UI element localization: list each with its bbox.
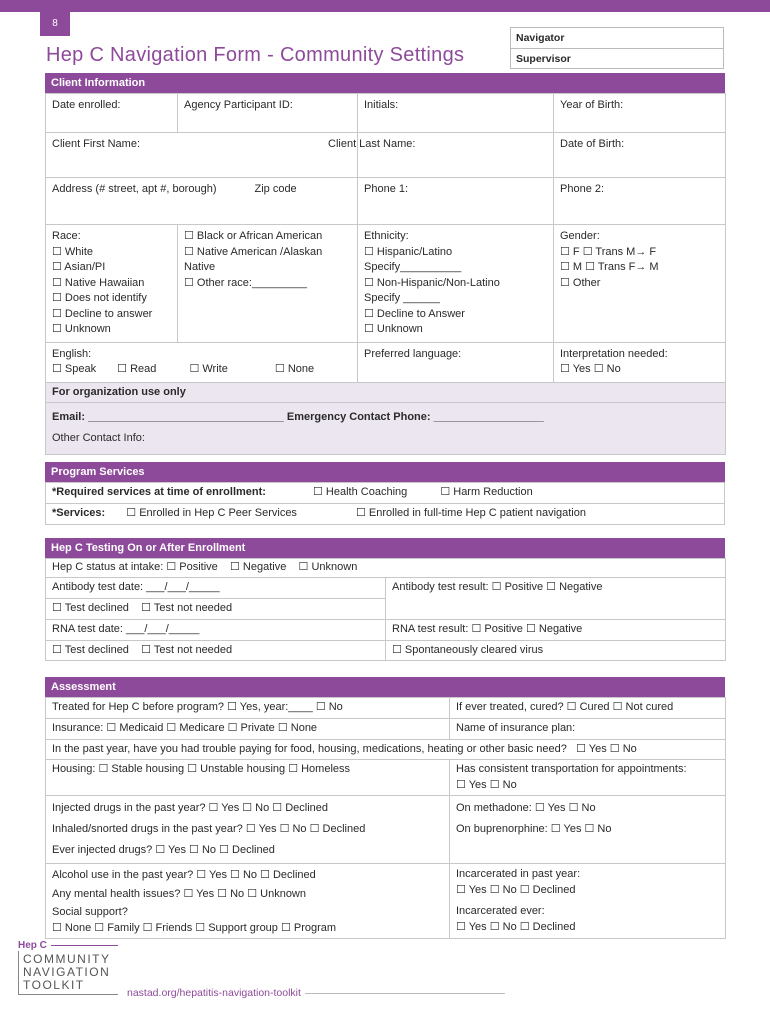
- last-name-label: Client Last Name:: [328, 138, 416, 150]
- page-number: 8: [40, 0, 70, 36]
- incarcerated-ever-options[interactable]: ☐ Yes ☐ No ☐ Declined: [456, 921, 576, 933]
- agency-id-field[interactable]: Agency Participant ID:: [178, 94, 358, 133]
- logo-line-2: NAVIGATION: [23, 965, 111, 979]
- race-other[interactable]: ☐ Other race:_________: [184, 276, 307, 289]
- cured-row[interactable]: If ever treated, cured? ☐ Cured ☐ Not cured: [450, 698, 726, 719]
- supervisor-field[interactable]: Supervisor: [511, 48, 723, 68]
- navigator-box: [510, 27, 724, 69]
- required-services-label: *Required services at time of enrollment:: [52, 486, 266, 498]
- client-information-section: [45, 73, 725, 455]
- footer-url-text[interactable]: nastad.org/hepatitis-navigation-toolkit: [127, 987, 301, 999]
- peer-services-option[interactable]: ☐ Enrolled in Hep C Peer Services: [126, 507, 297, 519]
- insurance-plan-field[interactable]: Name of insurance plan:: [450, 719, 726, 740]
- last-name-field[interactable]: [328, 133, 554, 178]
- program-services-section: [45, 462, 725, 525]
- required-services-row: [46, 483, 725, 504]
- treatment-field: [450, 796, 726, 864]
- cleared-option[interactable]: ☐ Spontaneously cleared virus: [386, 640, 726, 661]
- injected-row[interactable]: Injected drugs in the past year? ☐ Yes ☐ No ☐ Declined: [52, 802, 329, 814]
- race-unknown[interactable]: ☐ Unknown: [52, 323, 111, 335]
- phone1-field[interactable]: Phone 1:: [358, 178, 554, 225]
- services-row: [46, 504, 725, 525]
- testing-section: [45, 538, 725, 661]
- transport-field[interactable]: [450, 760, 726, 796]
- english-speak[interactable]: ☐ Speak: [52, 363, 97, 375]
- drugs-field: [46, 796, 450, 864]
- footer-url[interactable]: [127, 987, 505, 999]
- race-native-american[interactable]: ☐ Native American /Alaskan Native: [184, 245, 323, 273]
- race-hawaiian[interactable]: ☐ Native Hawaiian: [52, 276, 145, 289]
- emergency-phone-field[interactable]: Emergency Contact Phone: __________________: [286, 411, 544, 423]
- hepc-status-row[interactable]: Hep C status at intake: ☐ Positive ☐ Negative ☐ Unknown: [46, 559, 726, 578]
- social-support-label: Social support?: [52, 906, 128, 918]
- housing-row[interactable]: Housing: ☐ Stable housing ☐ Unstable housing ☐ Homeless: [46, 760, 450, 796]
- date-enrolled-field[interactable]: Date enrolled:: [46, 94, 178, 133]
- ethnicity-decline[interactable]: ☐ Decline to Answer: [364, 307, 465, 320]
- incarcerated-past-options[interactable]: ☐ Yes ☐ No ☐ Declined: [456, 884, 576, 896]
- assessment-section: [45, 677, 725, 939]
- buprenorphine-row[interactable]: On buprenorphine: ☐ Yes ☐ No: [456, 823, 612, 835]
- gender-f[interactable]: ☐ F ☐ Trans M→ F: [560, 245, 657, 258]
- transport-options[interactable]: ☐ Yes ☐ No: [456, 778, 517, 791]
- treated-row[interactable]: Treated for Hep C before program? ☐ Yes, year:____ ☐ No: [46, 698, 450, 719]
- rna-date-field[interactable]: RNA test date: ___/___/_____: [46, 619, 386, 640]
- english-field[interactable]: [46, 342, 358, 382]
- logo-hepc: Hep C: [18, 940, 47, 951]
- health-field: [46, 864, 450, 939]
- logo-line-1: COMMUNITY: [23, 952, 111, 966]
- section-heading: Hep C Testing On or After Enrollment: [45, 538, 725, 558]
- race-field-2[interactable]: [178, 225, 358, 343]
- race-not-identify[interactable]: ☐ Does not identify: [52, 292, 147, 304]
- org-use-fields[interactable]: [46, 403, 726, 455]
- rna-result-field[interactable]: RNA test result: ☐ Positive ☐ Negative: [386, 619, 726, 640]
- gender-m[interactable]: ☐ M ☐ Trans F→ M: [560, 261, 659, 273]
- ethnicity-field[interactable]: [358, 225, 554, 343]
- year-of-birth-field[interactable]: Year of Birth:: [554, 94, 726, 133]
- race-asian[interactable]: ☐ Asian/PI: [52, 261, 106, 273]
- gender-field[interactable]: [554, 225, 726, 343]
- methadone-row[interactable]: On methadone: ☐ Yes ☐ No: [456, 802, 596, 814]
- logo-line-3: TOOLKIT: [23, 978, 85, 992]
- antibody-declined-row[interactable]: ☐ Test declined ☐ Test not needed: [46, 599, 386, 620]
- ethnicity-hispanic[interactable]: ☐ Hispanic/Latino: [364, 245, 453, 258]
- toolkit-logo: [18, 940, 118, 995]
- incarceration-field: [450, 864, 726, 939]
- antibody-result-field[interactable]: Antibody test result: ☐ Positive ☐ Negative: [386, 578, 726, 620]
- english-write[interactable]: ☐ Write: [189, 363, 228, 375]
- navigator-field[interactable]: Navigator: [516, 32, 565, 44]
- race-decline[interactable]: ☐ Decline to answer: [52, 307, 153, 320]
- dob-field[interactable]: Date of Birth:: [554, 133, 726, 178]
- ethnicity-non-hispanic[interactable]: ☐ Non-Hispanic/Non-Latino: [364, 276, 500, 289]
- services-label: *Services:: [52, 507, 106, 519]
- incarcerated-past-label: Incarcerated in past year:: [456, 868, 581, 880]
- ever-injected-row[interactable]: Ever injected drugs? ☐ Yes ☐ No ☐ Declined: [52, 844, 275, 856]
- interpretation-field[interactable]: [554, 342, 726, 382]
- navigation-option[interactable]: ☐ Enrolled in full-time Hep C patient navigation: [356, 507, 586, 519]
- ethnicity-specify-1[interactable]: Specify__________: [364, 261, 462, 273]
- ethnicity-label: Ethnicity:: [364, 230, 409, 242]
- email-field[interactable]: Email: ________________________________: [52, 411, 284, 423]
- health-coaching-option[interactable]: ☐ Health Coaching: [313, 486, 408, 498]
- insurance-row[interactable]: Insurance: ☐ Medicaid ☐ Medicare ☐ Private ☐ None: [46, 719, 450, 740]
- gender-label: Gender:: [560, 230, 600, 242]
- social-support-options[interactable]: ☐ None ☐ Family ☐ Friends ☐ Support group ☐ Program: [52, 922, 337, 934]
- page-title: Hep C Navigation Form - Community Settings: [46, 44, 465, 66]
- other-contact-field[interactable]: Other Contact Info:: [52, 432, 145, 444]
- antibody-date-field[interactable]: Antibody test date: ___/___/_____: [46, 578, 386, 599]
- preferred-language-field[interactable]: Preferred language:: [358, 342, 554, 382]
- top-bar: [0, 0, 770, 12]
- english-read[interactable]: ☐ Read: [117, 363, 157, 375]
- interpretation-label: Interpretation needed:: [560, 347, 668, 360]
- inhaled-row[interactable]: Inhaled/snorted drugs in the past year? ☐ Yes ☐ No ☐ Declined: [52, 823, 366, 835]
- race-label: Race:: [52, 230, 81, 242]
- org-use-heading: For organization use only: [46, 382, 726, 403]
- trouble-paying-row[interactable]: In the past year, have you had trouble paying for food, housing, medications, heating or other basic need? ☐ Yes ☐ No: [46, 739, 726, 760]
- zip-label: Zip code: [254, 183, 297, 195]
- ethnicity-unknown[interactable]: ☐ Unknown: [364, 323, 423, 335]
- english-none[interactable]: ☐ None: [274, 363, 315, 375]
- rna-declined-row[interactable]: ☐ Test declined ☐ Test not needed: [46, 640, 386, 661]
- race-black[interactable]: ☐ Black or African American: [184, 230, 323, 242]
- address-field[interactable]: [46, 178, 358, 225]
- incarcerated-ever-label: Incarcerated ever:: [456, 905, 545, 917]
- english-label: English:: [52, 347, 92, 360]
- section-heading: Assessment: [45, 677, 725, 697]
- section-heading: Program Services: [45, 462, 725, 482]
- ethnicity-specify-2[interactable]: Specify ______: [364, 292, 440, 304]
- race-field[interactable]: [46, 225, 178, 343]
- first-name-field[interactable]: Client First Name:: [46, 133, 358, 178]
- interpretation-options[interactable]: ☐ Yes ☐ No: [560, 363, 621, 375]
- section-heading: Client Information: [45, 73, 725, 93]
- initials-field[interactable]: Initials:: [358, 94, 554, 133]
- transport-label: Has consistent transportation for appointments:: [456, 763, 687, 775]
- phone2-field[interactable]: Phone 2:: [554, 178, 726, 225]
- address-label: Address (# street, apt #, borough): [52, 183, 217, 195]
- gender-other[interactable]: ☐ Other: [560, 276, 601, 289]
- harm-reduction-option[interactable]: ☐ Harm Reduction: [440, 486, 533, 498]
- mental-health-row[interactable]: Any mental health issues? ☐ Yes ☐ No ☐ Unknown: [52, 888, 306, 900]
- race-white[interactable]: ☐ White: [52, 245, 94, 258]
- alcohol-row[interactable]: Alcohol use in the past year? ☐ Yes ☐ No ☐ Declined: [52, 869, 316, 881]
